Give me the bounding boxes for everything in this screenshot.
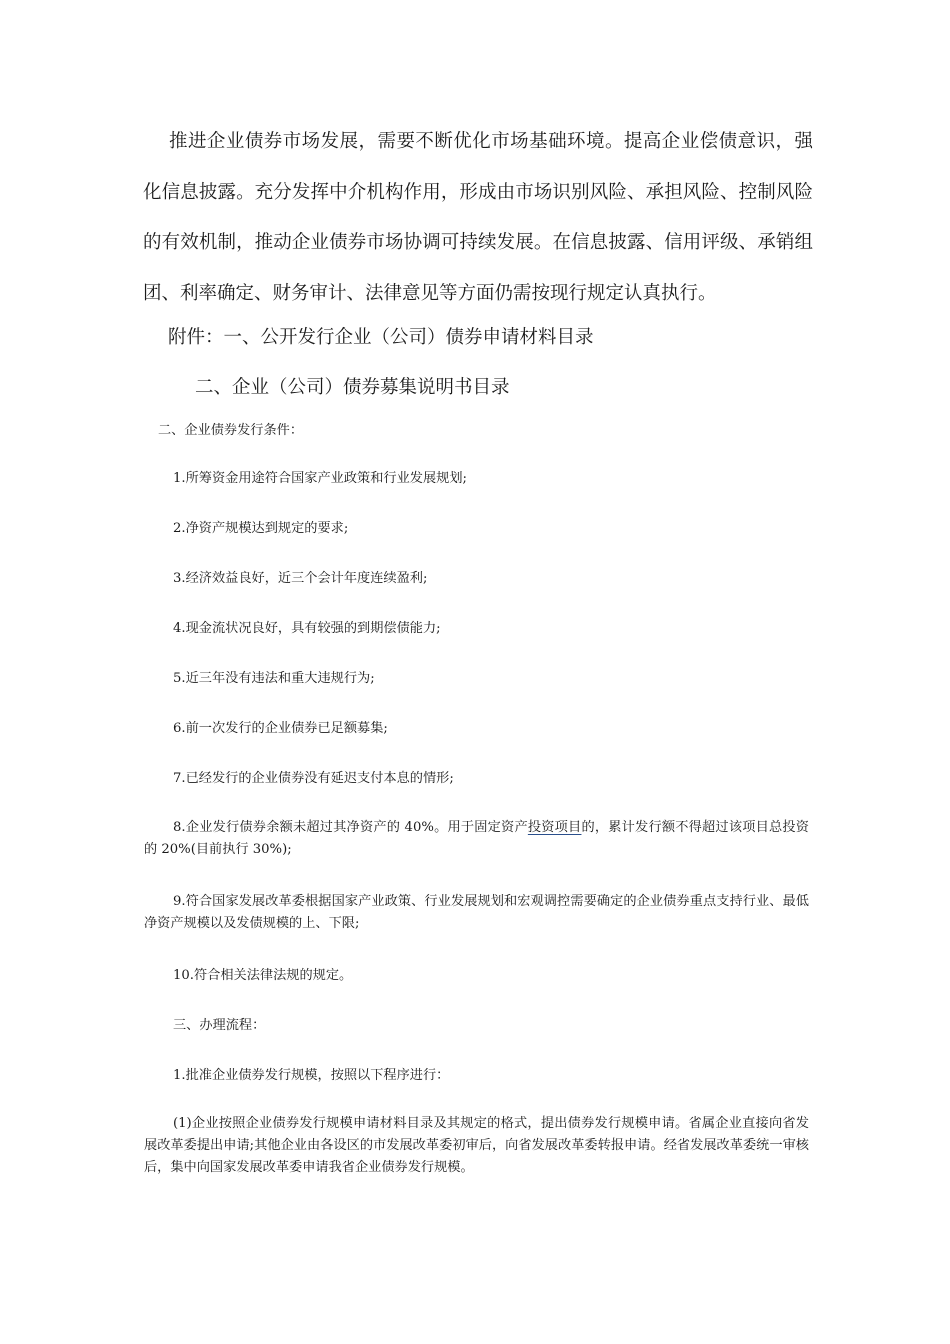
condition-item-8-text-start: 8.企业发行债券余额未超过其净资产的 40%。用于固定资产 [173, 820, 528, 835]
condition-item-5: 5.近三年没有违法和重大违规行为; [173, 671, 375, 686]
condition-item-7: 7.已经发行的企业债券没有延迟支付本息的情形; [173, 771, 454, 786]
investment-project-link[interactable]: 投资项目 [527, 820, 582, 835]
process-heading: 三、办理流程： [173, 1018, 266, 1033]
condition-item-9: 9.符合国家发展改革委根据国家产业政策、行业发展规划和宏观调控需要确定的企业债券重点支持行业、最低净资产规模以及发债规模的上、下限; [144, 894, 809, 931]
condition-item-3: 3.经济效益良好，近三个会计年度连续盈利; [173, 571, 428, 586]
process-step-1: 1.批准企业债券发行规模，按照以下程序进行： [173, 1068, 450, 1083]
attachment-line-1: 附件：一、公开发行企业（公司）债券申请材料目录 [168, 327, 594, 348]
condition-item-8-text-end: 的，累计发行额不得超过该项目总投资的 20%(目前执行 30%); [144, 820, 809, 857]
condition-item-6: 6.前一次发行的企业债券已足额募集; [173, 721, 388, 736]
process-step-1a: (1)企业按照企业债券发行规模申请材料目录及其规定的格式，提出债券发行规模申请。省属企业直接向省发展改革委提出申请;其他企业由各设区的市发展改革委初审后，向省发展改革委转报申请。经省发展改革委统一审核后，集中向国家发展改革委申请我省企业债券发行规模。 [144, 1116, 809, 1175]
condition-item-4: 4.现金流状况良好，具有较强的到期偿债能力; [173, 621, 441, 636]
intro-paragraph: 推进企业债券市场发展，需要不断优化市场基础环境。提高企业偿债意识，强化信息披露。充分发挥中介机构作用，形成由市场识别风险、承担风险、控制风险的有效机制，推动企业债券市场协调可持续发展。在信息披露、信用评级、承销组团、利率确定、财务审计、法律意见等方面仍需按现行规定认真执行。 [143, 131, 813, 304]
conditions-heading: 二、企业债券发行条件： [158, 423, 304, 438]
condition-item-8 [144, 817, 809, 861]
attachment-line-2: 二、企业（公司）债券募集说明书目录 [195, 377, 510, 398]
condition-item-1: 1.所筹资金用途符合国家产业政策和行业发展规划; [173, 471, 467, 486]
condition-item-10: 10.符合相关法律法规的规定。 [173, 968, 353, 983]
condition-item-2: 2.净资产规模达到规定的要求; [173, 521, 349, 536]
